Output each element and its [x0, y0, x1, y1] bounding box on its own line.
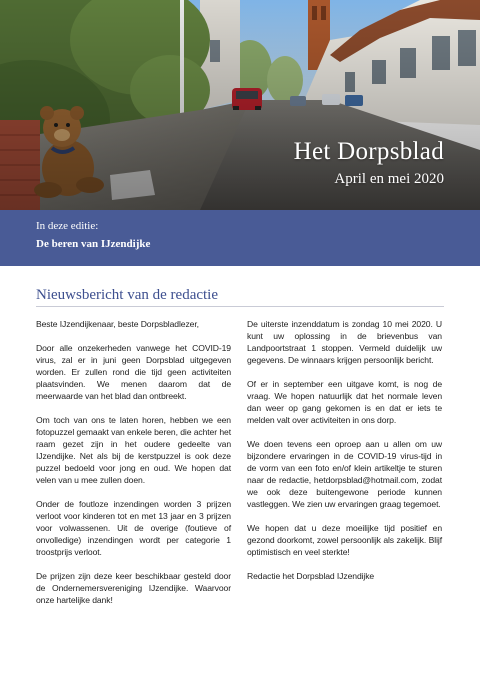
edition-label: In deze editie: [36, 220, 99, 232]
article-paragraph: Om toch van ons te laten horen, hebben we een fotopuzzel gemaakt van enkele beren, die achter het raam gezet zijn in het oudere gedeelte van IJzendijke. Net als bij de kerstpuzzel is ook deze puzzel bedoeld voor jong en oud. We hopen dat velen van u mee zullen doen. [36, 415, 231, 485]
article-paragraph: We hopen dat u deze moeilijke tijd positief en gezond doorkomt, zowel persoonlijk als zakelijk. Blijf optimistisch en veel sterkte! [247, 523, 442, 557]
article-paragraph: Onder de foutloze inzendingen worden 3 prijzen verloot voor kinderen tot en met 13 jaar en 3 prijzen voor volwassenen. Uit de overige (foutieve of onvolledige) inzendingen wordt per categorie 1 troostprijs verloot. [36, 499, 231, 557]
article-paragraph: Of er in september een uitgave komt, is nog de vraag. We hopen natuurlijk dat het normale leven dan weer op gang gekomen is en dat er iets te melden valt over activiteiten in ons dorp. [247, 379, 442, 425]
article-paragraph: We doen tevens een oproep aan u allen om uw bijzondere ervaringen in de COVID-19 virus-tijd in de vorm van een foto en/of klein artikeltje te sturen naar de redactie, hetdorpsblad@hotmail.com, zodat we ook deze buitengewone periode kunnen vastleggen. We zien uw ervaringen graag tegemoet. [247, 439, 442, 509]
article-paragraph: Beste IJzendijkenaar, beste Dorpsbladlezer, [36, 319, 199, 329]
article-signature: Redactie het Dorpsblad IJzendijke [247, 571, 375, 581]
masthead-title: Het Dorpsblad [293, 138, 444, 165]
edition-item: De beren van IJzendijke [36, 238, 151, 250]
article-paragraph: Door alle onzekerheden vanwege het COVID-19 virus, zal er in juni geen Dorpsblad uitgegeven worden. Er zullen rond die tijd geen activiteiten plaatsvinden. We menen daarom dat de meerwaarde van het blad dan ontbreekt. [36, 343, 231, 401]
article-heading: Nieuwsbericht van de redactie [36, 287, 218, 303]
article-divider [36, 306, 444, 307]
article-paragraph: De prijzen zijn deze keer beschikbaar gesteld door de Ondernemersvereniging IJzendijke. Waarvoor onze hartelijke dank! [36, 571, 231, 605]
article-left-column [36, 318, 231, 618]
masthead-date: April en mei 2020 [334, 171, 444, 187]
article-paragraph: De uiterste inzenddatum is zondag 10 mei 2020. U kunt uw oplossing in de brievenbus van Landpoortstraat 1 stoppen. Vermeld duidelijk uw gegevens. De winnaars krijgen persoonlijk bericht. [247, 319, 442, 365]
article-right-column [247, 318, 442, 594]
header-photo [0, 0, 480, 210]
